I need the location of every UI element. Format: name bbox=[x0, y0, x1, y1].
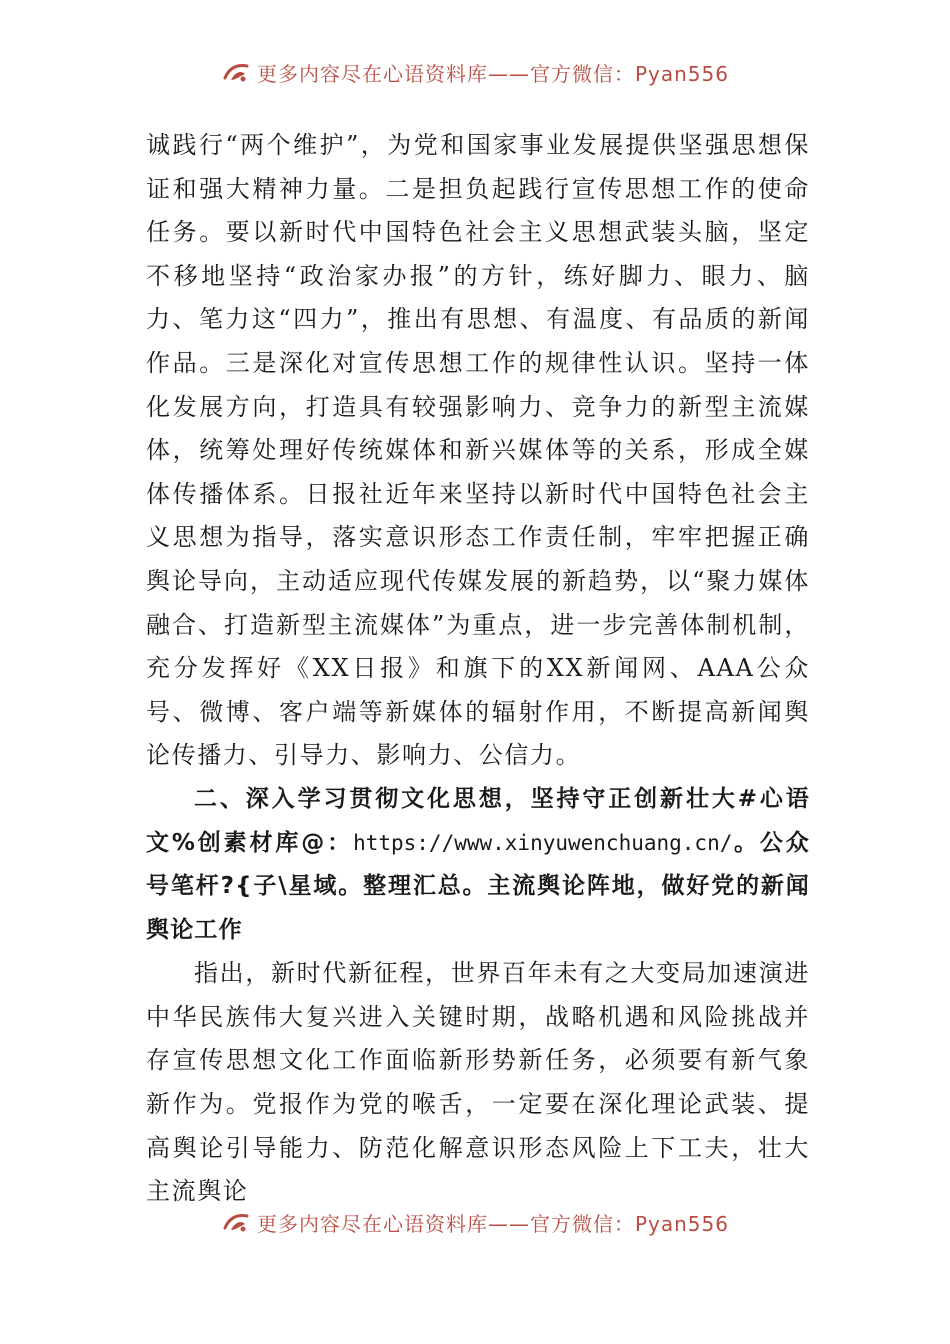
page-footer bbox=[0, 1206, 950, 1238]
brand-logo-icon bbox=[221, 60, 251, 84]
body-paragraph-1: 诚践行“两个维护”，为党和国家事业发展提供坚强思想保证和强大精神力量。二是担负起践行宣传思想工作的使命任务。要以新时代中国特色社会主义思想武装头脑，坚定不移地坚持“政治家办报”的方针，练好脚力、眼力、脑力、笔力这“四力”，推出有思想、有温度、有品质的新闻作品。三是深化对宣传思想工作的规律性认识。坚持一体化发展方向，打造具有较强影响力、竞争力的新型主流媒体，统筹处理好传统媒体和新兴媒体等的关系，形成全媒体传播体系。日报社近年来坚持以新时代中国特色社会主义思想为指导，落实意识形态工作责任制，牢牢把握正确舆论导向，主动适应现代传媒发展的新趋势，以“聚力媒体融合、打造新型主流媒体”为重点，进一步完善体制机制，充分发挥好《XX日报》和旗下的XX新闻网、AAA公众号、微博、客户端等新媒体的辐射作用，不断提高新闻舆论传播力、引导力、影响力、公信力。 bbox=[146, 131, 810, 770]
brand-logo-icon bbox=[221, 1210, 251, 1234]
page-header bbox=[0, 56, 950, 88]
section-heading-text-1: 二、深入学习贯彻文化思想，坚持守正创新壮大#心语文%创素材库@： bbox=[146, 785, 810, 856]
body-paragraph-2: 指出，新时代新征程，世界百年未有之大变局加速演进中华民族伟大复兴进入关键时期，战略机遇和风险挑战并存宣传思想文化工作面临新形势新任务，必须要有新气象新作为。党报作为党的喉舌，一定要在深化理论武装、提高舆论引导能力、防范化解意识形态风险上下工夫，壮大主流舆论 bbox=[146, 959, 810, 1206]
section-heading-2 bbox=[146, 778, 810, 952]
footer-banner-text: 更多内容尽在心语资料库——官方微信：Pyan556 bbox=[256, 1211, 729, 1236]
footer-banner bbox=[221, 1208, 729, 1237]
section-heading-text-2: 。公众号笔杆?{子\星域。整理汇总。主流舆论阵地，做好党的新闻舆论工作 bbox=[146, 829, 810, 943]
header-banner-text: 更多内容尽在心语资料库——官方微信：Pyan556 bbox=[256, 61, 729, 86]
document-body bbox=[146, 124, 810, 1214]
section-heading-url: https://www.xinyuwenchuang.cn/ bbox=[353, 830, 733, 855]
header-banner bbox=[221, 58, 729, 87]
